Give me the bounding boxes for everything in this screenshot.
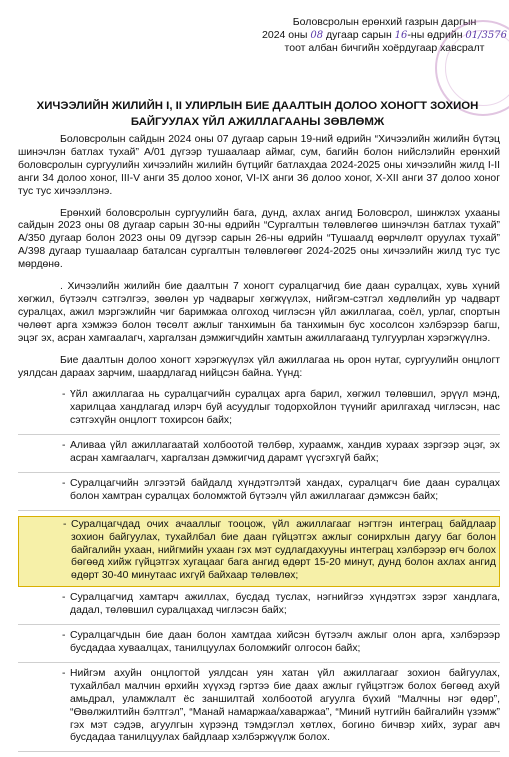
paragraph-1: Боловсролын сайдын 2024 оны 07 дугаар сарын 19-ний өдрийн “Хичээлийн жилийн бүтэц шинэчлэн батлах тухай” А/01 дүгээр тушаалаар аймаг, сум, багийн болон нийслэлийн ерөнхий боловсролын сургуулийн хичээлийн жилийн бүтцийг батлахдаа 2024-2025 оны хичээлийн жилд I-II анги 34 долоо хоног, III-V анги 35 долоо хоног, VI-IX анги 36 долоо хоног, X-XII анги 37 долоо хоног тус тус хичээллэнэ.: [18, 134, 500, 197]
list-dash: -: [62, 440, 66, 452]
list-item-text: Нийгэм ахуйн онцлогтой уялдсан уян хатан үйл ажиллагааг зохион байгуулах, тухайлбал малчин өрхийн хүүхэд гэртээ бие даах ажлыг гүйцэтгэж болох бөгөөд ахуй амьдрал, уламжлалт ёс заншилтай холбоотой агуулга бүхий “Малчны нэг өдөр”, “Өвөлжилтийн бэлтгэл”, “Манай намаржаа/хаваржаа”, “Миний нутгийн байгалийн үзэмж” гэх мэт сэдэв, агуулгын хүрээнд тэмдэглэл хөтлөх, богино бичвэр хийх, зураг авч бусдадаа танилцуулах байдлаар хэлбэржүүлж болох.: [70, 667, 500, 744]
list-dash: -: [62, 667, 66, 679]
list-item: [18, 668, 500, 752]
list-dash: -: [62, 389, 66, 401]
document-title: [20, 98, 495, 130]
annex-line-1: Боловсролын ерөнхий газрын даргын: [292, 16, 477, 28]
handwritten-month: 08: [310, 30, 324, 41]
list-item-text: Суралцагчийн элгээтэй байдалд хүндэтгэлтэй хандах, суралцагч бие даан суралцах болон хамтран суралцах боломжтой бүтээлч үйл ажиллагааг дэмжсэн байх;: [70, 477, 500, 502]
paragraph-2: Ерөнхий боловсролын сургуулийн бага, дунд, ахлах ангид Боловсрол, шинжлэх ухааны сайдын 2023 оны 08 дугаар сарын 30-ны өдрийн “Сургалтын төлөвлөгөө шинэчлэн батлах тухай” А/350 дугаар болон 2023 оны 09 дүгээр сарын 26-ны өдрийн “Тушаалд өөрчлөлт оруулах тухай” А/398 дугаар тушаалаар баталсан сургалтын төлөвлөгөөг 2024-2025 оны хичээлийн жилд тус тус мөрдөнө.: [18, 207, 500, 271]
list-dash: -: [63, 518, 67, 530]
annex-line-2-part-1: 2024 оны: [262, 29, 311, 41]
list-item: [18, 478, 500, 511]
list-item-text: Үйл ажиллагаа нь суралцагчийн суралцах арга барил, хөгжил төлөвшил, эрүүл мэнд, харилцаа хандлагад илэрч буй асуудлыг тодорхойлон түүнийг арилгахад чиглэсэн, нас сэтгэхүйн онцлогт тохирсон байх;: [70, 389, 500, 427]
list-item: [18, 440, 500, 473]
list-item-text: Суралцагчид хамтарч ажиллах, бусдад туслах, нэгнийгээ хүндэтгэх зэрэг хандлага, дадал, төлөвшил суралцахад чиглэсэн байх;: [70, 592, 500, 617]
title-line-1: ХИЧЭЭЛИЙН ЖИЛИЙН I, II УЛИРЛЫН БИЕ ДААЛТЫН ДОЛОО ХОНОГТ ЗОХИОН: [36, 100, 479, 112]
list-item: [18, 630, 500, 663]
handwritten-day: 16: [394, 30, 408, 41]
annex-line-3: тоот албан бичгийн хоёрдугаар хавсралт: [284, 42, 485, 54]
highlighted-list-item: [18, 516, 500, 588]
paragraph-4: Бие даалтын долоо хоногт хэрэгжүүлэх үйл ажиллагаа нь орон нутаг, сургуулийн онцлогт уялдсан дараах зарчим, шаардлагад нийцсэн байна. Үүнд:: [18, 354, 500, 379]
list-dash: -: [62, 477, 66, 489]
annex-line-2-part-2: дугаар сарын: [323, 29, 395, 41]
document-body: [18, 134, 500, 757]
list-item-text: Аливаа үйл ажиллагаатай холбоотой төлбөр, хураамж, хандив хураах зэргээр эцэг, эх асран хамгаалагч, харгалзан дэмжигчид дарамт үүсгэхгүй байх;: [70, 440, 500, 465]
list-dash: -: [62, 630, 66, 642]
list-dash: -: [62, 592, 66, 604]
list-item: [18, 592, 500, 625]
list-item-text: Суралцагчдад очих ачааллыг тооцож, үйл ажиллагааг нэгтгэн интеграц байдлаар зохион байгуулах, тухайлбал бие даан гүйцэтгэх ажлыг сонирхлын дагуу баг болон байгалийн ухаан, нийгмийн ухаан гэх мэт судлагдахууны интеграц хэлбэрээр өгч болох бөгөөд хийж гүйцэтгэх хугацааг бага ангид өдөрт 15-20 минут, дунд болон ахлах ангид өдөрт 30-40 минутаас ихгүй байхаар төлөвлөх;: [71, 518, 496, 582]
title-line-2: БАЙГУУЛАХ ҮЙЛ АЖИЛЛАГААНЫ ЗӨВЛӨМЖ: [130, 116, 385, 128]
annex-header: [262, 16, 507, 55]
list-item-text: Суралцагчдын бие даан болон хамтдаа хийсэн бүтээлч ажлыг олон арга, хэлбэрээр бусдадаа хуваалцах, танилцуулах боломжийг олгосон байх;: [70, 630, 500, 654]
paragraph-3: . Хичээлийн жилийн бие даалтын 7 хоногт суралцагчид бие даан суралцах, хувь хүний хөгжил, бүтээлч сэтгэлгээ, зөөлөн ур чадварыг хөгжүүлэх, нийгэм-сэтгэл хөдлөлийн ур чадварт суралцах, ажил мэргэжлийн чиг баримжаа олгоход чиглэсэн үйл ажиллагаа, соёл, урлаг, спортын чөлөөт арга хэмжээ болон төсөлт ажлыг танхимын ба танхимын бус хосолсон хэлбэрээр багш, эцэг эх, асран хамгаалагч, харгалзан дэмжигчдийн хамтын ажиллагаанд тулгуурлан хэрэгжүүлнэ.: [18, 281, 500, 344]
handwritten-number: 01/3576: [465, 30, 507, 41]
list-item: [18, 389, 500, 435]
annex-line-2-part-3: -ны өдрийн: [407, 29, 466, 41]
